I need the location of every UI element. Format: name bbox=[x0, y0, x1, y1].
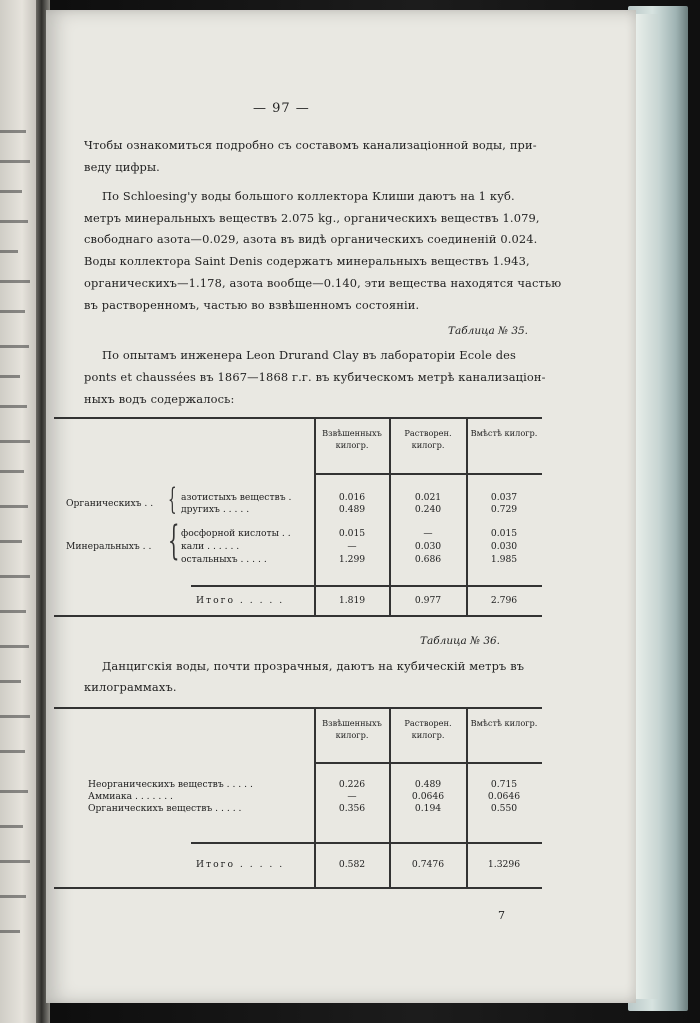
table-35-row-label: азотистыхъ веществъ . bbox=[181, 492, 292, 503]
table-35-header-suspended: Взвѣшенныхъ килогр. bbox=[322, 428, 382, 450]
table-36-header-total: Вмѣстѣ килогр. bbox=[470, 718, 538, 728]
table-35-cell: 0.030 bbox=[490, 541, 518, 552]
table-35-row-label: фосфорной кислоты . . bbox=[181, 528, 291, 539]
table-35-header-dissolved: Растворен. килогр. bbox=[404, 428, 452, 450]
paragraph-2-line-4: Воды коллектора Saint Denis содержатъ минеральныхъ веществъ 1.943, bbox=[84, 254, 530, 268]
table-36-total-cell: 1.3296 bbox=[487, 859, 521, 870]
table-35-cell: 0.030 bbox=[414, 541, 442, 552]
table-36-caption: Таблица № 36. bbox=[420, 635, 501, 647]
paragraph-2-line-5: органическихъ—1.178, азота вообще—0.140, эти вещества находятся частью bbox=[84, 276, 562, 290]
paragraph-3-line-2: ponts et chaussées въ 1867—1868 г.г. въ кубическомъ метрѣ канализаціон- bbox=[84, 370, 546, 384]
paragraph-4-line-1: Данцигскія воды, почти прозрачныя, даютъ на кубическій метръ въ bbox=[102, 659, 525, 673]
table-35-cell: 0.015 bbox=[490, 528, 518, 539]
table-35-cell: 0.729 bbox=[490, 504, 518, 515]
table-35-cell: — bbox=[347, 541, 357, 552]
table-35-total-cell: 2.796 bbox=[490, 595, 518, 606]
table-35-cell: 0.015 bbox=[338, 528, 366, 539]
paragraph-2-line-3: свободнаго азота—0.029, азота въ видѣ органическихъ соединеній 0.024. bbox=[84, 232, 538, 246]
table-36-cell: 0.489 bbox=[414, 779, 442, 790]
paragraph-1-line-1: Чтобы ознакомиться подробно съ составомъ канализаціонной воды, при- bbox=[84, 138, 537, 152]
table-36-row-label: Аммиака . . . . . . . bbox=[88, 791, 173, 802]
table-36-cell: — bbox=[347, 791, 357, 802]
table-36-total-cell: 0.582 bbox=[338, 859, 366, 870]
table-35-row-label: кали . . . . . . bbox=[181, 541, 240, 552]
table-35-header-total: Вмѣстѣ килогр. bbox=[470, 428, 538, 438]
table-35-caption: Таблица № 35. bbox=[448, 325, 529, 337]
table-36-cell: 0.194 bbox=[414, 803, 442, 814]
paragraph-2-line-1: По Schloesing'у воды большого коллектора Клиши даютъ на 1 куб. bbox=[102, 189, 515, 203]
table-36-header-suspended: Взвѣшенныхъ килогр. bbox=[322, 718, 382, 740]
paragraph-3-line-3: ныхъ водъ содержалось: bbox=[84, 392, 235, 406]
table-35-row-label: остальныхъ . . . . . bbox=[181, 554, 267, 565]
table-35-cell: 0.489 bbox=[338, 504, 366, 515]
paragraph-2-line-2: метръ минеральныхъ веществъ 2.075 kg., органическихъ веществъ 1.079, bbox=[84, 211, 540, 225]
page-number: — 97 — bbox=[253, 101, 310, 116]
book-page bbox=[46, 10, 636, 1003]
table-35-total-label: Итого . . . . . bbox=[196, 595, 285, 606]
table-35-cell: — bbox=[423, 528, 433, 539]
table-36-cell: 0.226 bbox=[338, 779, 366, 790]
paragraph-1-line-2: веду цифры. bbox=[84, 160, 160, 174]
table-36-cell: 0.356 bbox=[338, 803, 366, 814]
table-36-row-label: Органическихъ веществъ . . . . . bbox=[88, 803, 242, 814]
table-36-cell: 0.0646 bbox=[487, 791, 521, 802]
table-35-cell: 0.037 bbox=[490, 492, 518, 503]
table-35-cell: 1.299 bbox=[338, 554, 366, 565]
paragraph-3-line-1: По опытамъ инженера Leon Drurand Clay въ лабораторіи Ecole des bbox=[102, 348, 517, 362]
table-36-cell: 0.715 bbox=[490, 779, 518, 790]
table-36-cell: 0.550 bbox=[490, 803, 518, 814]
table-35-row-label: другихъ . . . . . bbox=[181, 504, 250, 515]
table-35-cell: 1.985 bbox=[490, 554, 518, 565]
table-35-group-mineral: Минеральныхъ . . bbox=[66, 541, 152, 552]
table-36-header-dissolved: Растворен. килогр. bbox=[404, 718, 452, 740]
table-36-row-label: Неорганическихъ веществъ . . . . . bbox=[88, 779, 253, 790]
table-35-cell: 0.240 bbox=[414, 504, 442, 515]
table-35-cell: 0.021 bbox=[414, 492, 442, 503]
table-35-cell: 0.686 bbox=[414, 554, 442, 565]
table-36-total-label: Итого . . . . . bbox=[196, 859, 285, 870]
table-35-total-cell: 0.977 bbox=[414, 595, 442, 606]
brace: { bbox=[168, 518, 180, 564]
paragraph-4-line-2: килограммахъ. bbox=[84, 680, 177, 694]
table-35-cell: 0.016 bbox=[338, 492, 366, 503]
right-page-stack-inner bbox=[636, 14, 658, 999]
table-36-cell: 0.0646 bbox=[411, 791, 445, 802]
table-35-group-organic: Органическихъ . . bbox=[66, 498, 154, 509]
footer-page-number: 7 bbox=[498, 909, 505, 922]
table-35-total-cell: 1.819 bbox=[338, 595, 366, 606]
table-35 bbox=[54, 417, 542, 617]
table-36-total-cell: 0.7476 bbox=[411, 859, 445, 870]
brace: { bbox=[168, 482, 177, 517]
paragraph-2-line-6: въ растворенномъ, частью во взвѣшенномъ состояніи. bbox=[84, 298, 420, 312]
left-page-edge bbox=[0, 0, 40, 1023]
